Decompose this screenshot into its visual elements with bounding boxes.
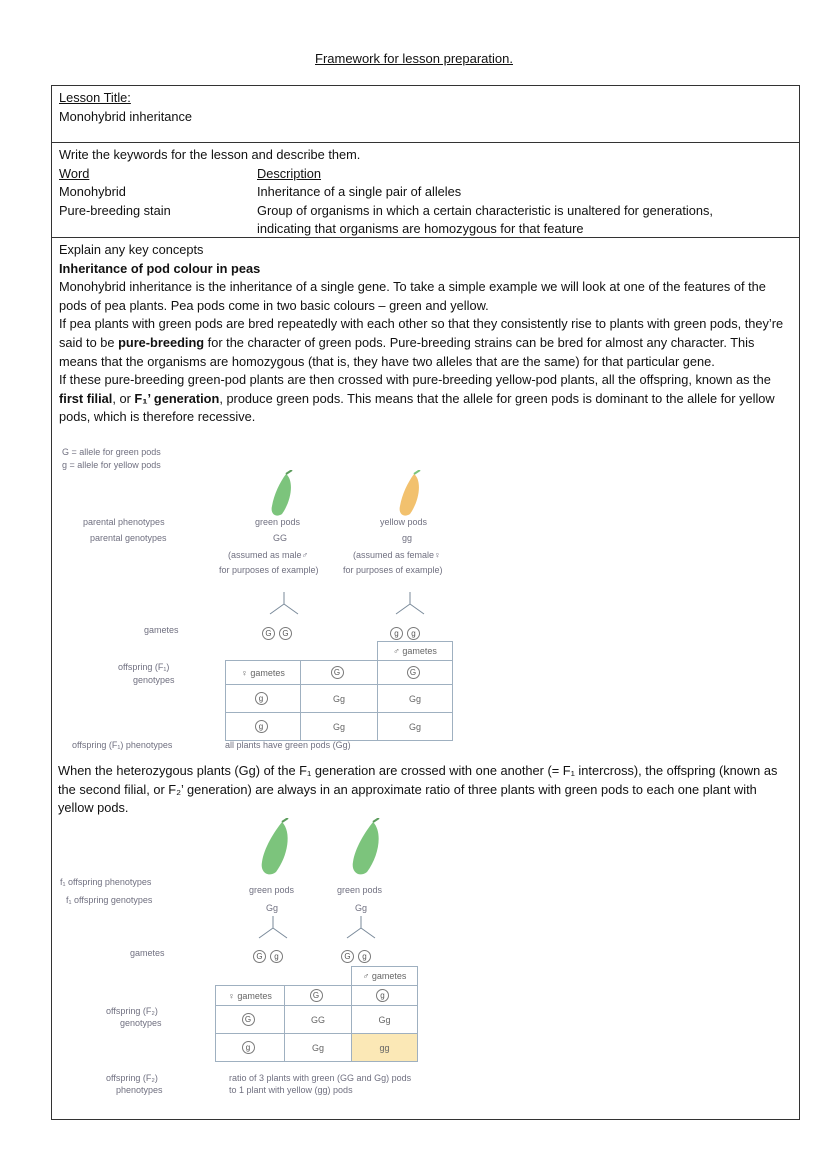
keywords-instruction: Write the keywords for the lesson and describe them. xyxy=(59,147,361,162)
female-gametes-header: ♀ gametes xyxy=(216,986,285,1006)
concepts-subheading: Inheritance of pod colour in peas xyxy=(59,260,261,276)
punnett-cell-recessive: gg xyxy=(352,1034,418,1062)
f1-genotypes-label: f₁ offspring genotypes xyxy=(66,895,153,905)
punnett-cell: Gg xyxy=(378,685,453,713)
male-note: (assumed as male♂ xyxy=(228,550,309,560)
gametes-label: gametes xyxy=(130,948,165,958)
female-note-purpose: for purposes of example) xyxy=(343,565,443,575)
gamete-G-icon: G xyxy=(242,1013,255,1026)
f2-phenotypes-label: offspring (F₂) xyxy=(106,1073,158,1083)
gamete-g-icon: g xyxy=(407,627,420,640)
allele-key-yellow: g = allele for yellow pods xyxy=(62,460,161,470)
gamete-g-icon: g xyxy=(255,720,268,733)
male-gametes-header: ♂ gametes xyxy=(352,967,418,986)
gamete-G-icon: G xyxy=(262,627,275,640)
parental-genotypes-label: parental genotypes xyxy=(90,533,167,543)
punnett-cell: GG xyxy=(285,1006,352,1034)
concept-paragraph-4: When the heterozygous plants (Gg) of the F₁ generation are crossed with one another (= F₁ intercross), the offspring (known as the second filial, or F₂’ generation) are always in an approximate ratio of three plants with green pods to each one plant with yellow pods. xyxy=(58,763,778,816)
concept-paragraph-1: Monohybrid inheritance is the inheritance of a single gene. To take a simple example we will look at one of the features of the pods of pea plants. Pea pods come in two basic colours – green and yellow. xyxy=(59,279,766,313)
f1-phenotypes-label: f₁ offspring phenotypes xyxy=(60,877,152,887)
female-note: (assumed as female♀ xyxy=(353,550,441,560)
keyword-row xyxy=(59,202,792,239)
gamete-g-icon: g xyxy=(358,950,371,963)
gamete-g-icon: g xyxy=(242,1041,255,1054)
keyword-row xyxy=(59,183,792,202)
punnett-cell: Gg xyxy=(301,685,378,713)
punnett-cell: Gg xyxy=(285,1034,352,1062)
genotype-Gg: Gg xyxy=(266,903,279,913)
gamete-g-icon: g xyxy=(270,950,283,963)
gamete-G-icon: G xyxy=(331,666,344,679)
gamete-g-icon: g xyxy=(390,627,403,640)
gamete-G-icon: G xyxy=(253,950,266,963)
punnett-cell: Gg xyxy=(378,713,453,741)
gamete-g-icon: g xyxy=(255,692,268,705)
gamete-G-icon: G xyxy=(279,627,292,640)
male-gametes-header: ♂ gametes xyxy=(378,642,453,661)
description-header: Description xyxy=(257,165,322,181)
lesson-frame xyxy=(51,85,800,1120)
keyword-description: Group of organisms in which a certain characteristic is unaltered for generations, xyxy=(257,202,713,218)
f2-ratio-text-2: to 1 plant with yellow (gg) pods xyxy=(229,1085,353,1095)
concept-paragraph-2: If pea plants with green pods are bred repeatedly with each other so that they consistently rise to plants with green pods, they’re said to be pure-breeding for the character of green pods. Pure-breeding strains can be bred for almost any character. This means that the organisms are homozygous (that is, they have two alleles that are the same) for that particular gene. xyxy=(59,316,784,369)
punnett-cell: Gg xyxy=(352,1006,418,1034)
lesson-title-section xyxy=(52,86,799,143)
keyword-description: Inheritance of a single pair of alleles xyxy=(257,184,462,200)
genotypes-label: genotypes xyxy=(120,1018,162,1028)
yellow-pods-label: yellow pods xyxy=(380,517,428,527)
genotypes-label: genotypes xyxy=(133,675,175,685)
genotype-Gg: Gg xyxy=(355,903,368,913)
gamete-G-icon: G xyxy=(341,950,354,963)
offspring-f2-label: offspring (F₂) xyxy=(106,1006,158,1016)
document-title: Framework for lesson preparation. xyxy=(315,51,513,66)
f2-ratio-text: ratio of 3 plants with green (GG and Gg) pods xyxy=(229,1073,412,1083)
genotype-gg: gg xyxy=(402,533,413,543)
concepts-section xyxy=(52,238,799,1119)
keyword-word: Monohybrid xyxy=(59,184,126,200)
green-pods-label: green pods xyxy=(337,885,383,895)
concepts-heading: Explain any key concepts xyxy=(59,242,204,257)
male-note-purpose: for purposes of example) xyxy=(219,565,319,575)
punnett-cell: Gg xyxy=(301,713,378,741)
gametes-label: gametes xyxy=(144,625,179,635)
female-gametes-header: ♀ gametes xyxy=(226,661,301,685)
lesson-title-label: Lesson Title: xyxy=(59,90,131,105)
word-header: Word xyxy=(59,165,90,181)
lesson-title-value: Monohybrid inheritance xyxy=(59,108,193,124)
gamete-G-icon: G xyxy=(310,989,323,1002)
f1-phenotypes-label: offspring (F₁) phenotypes xyxy=(72,740,173,750)
concept-paragraph-3: If these pure-breeding green-pod plants are then crossed with pure-breeding yellow-pod plants, all the offspring, known as the first filial, or F₁’ generation, produce green pods. This means that the allele for green pods is dominant to the allele for yellow pods, which is therefore recessive. xyxy=(59,372,775,425)
keyword-word: Pure-breeding stain xyxy=(59,202,171,218)
allele-key-green: G = allele for green pods xyxy=(62,447,161,457)
f1-result: all plants have green pods (Gg) xyxy=(225,740,351,750)
keywords-section xyxy=(52,143,799,238)
f2-phenotypes-label-2: phenotypes xyxy=(116,1085,163,1095)
gamete-G-icon: G xyxy=(407,666,420,679)
parental-phenotypes-label: parental phenotypes xyxy=(83,517,165,527)
gamete-g-icon: g xyxy=(376,989,389,1002)
genotype-GG: GG xyxy=(273,533,288,543)
offspring-f1-label: offspring (F₁) xyxy=(118,662,170,672)
green-pods-label: green pods xyxy=(249,885,295,895)
keyword-description-cont: indicating that organisms are homozygous for that feature xyxy=(257,221,584,237)
green-pods-label: green pods xyxy=(255,517,301,527)
